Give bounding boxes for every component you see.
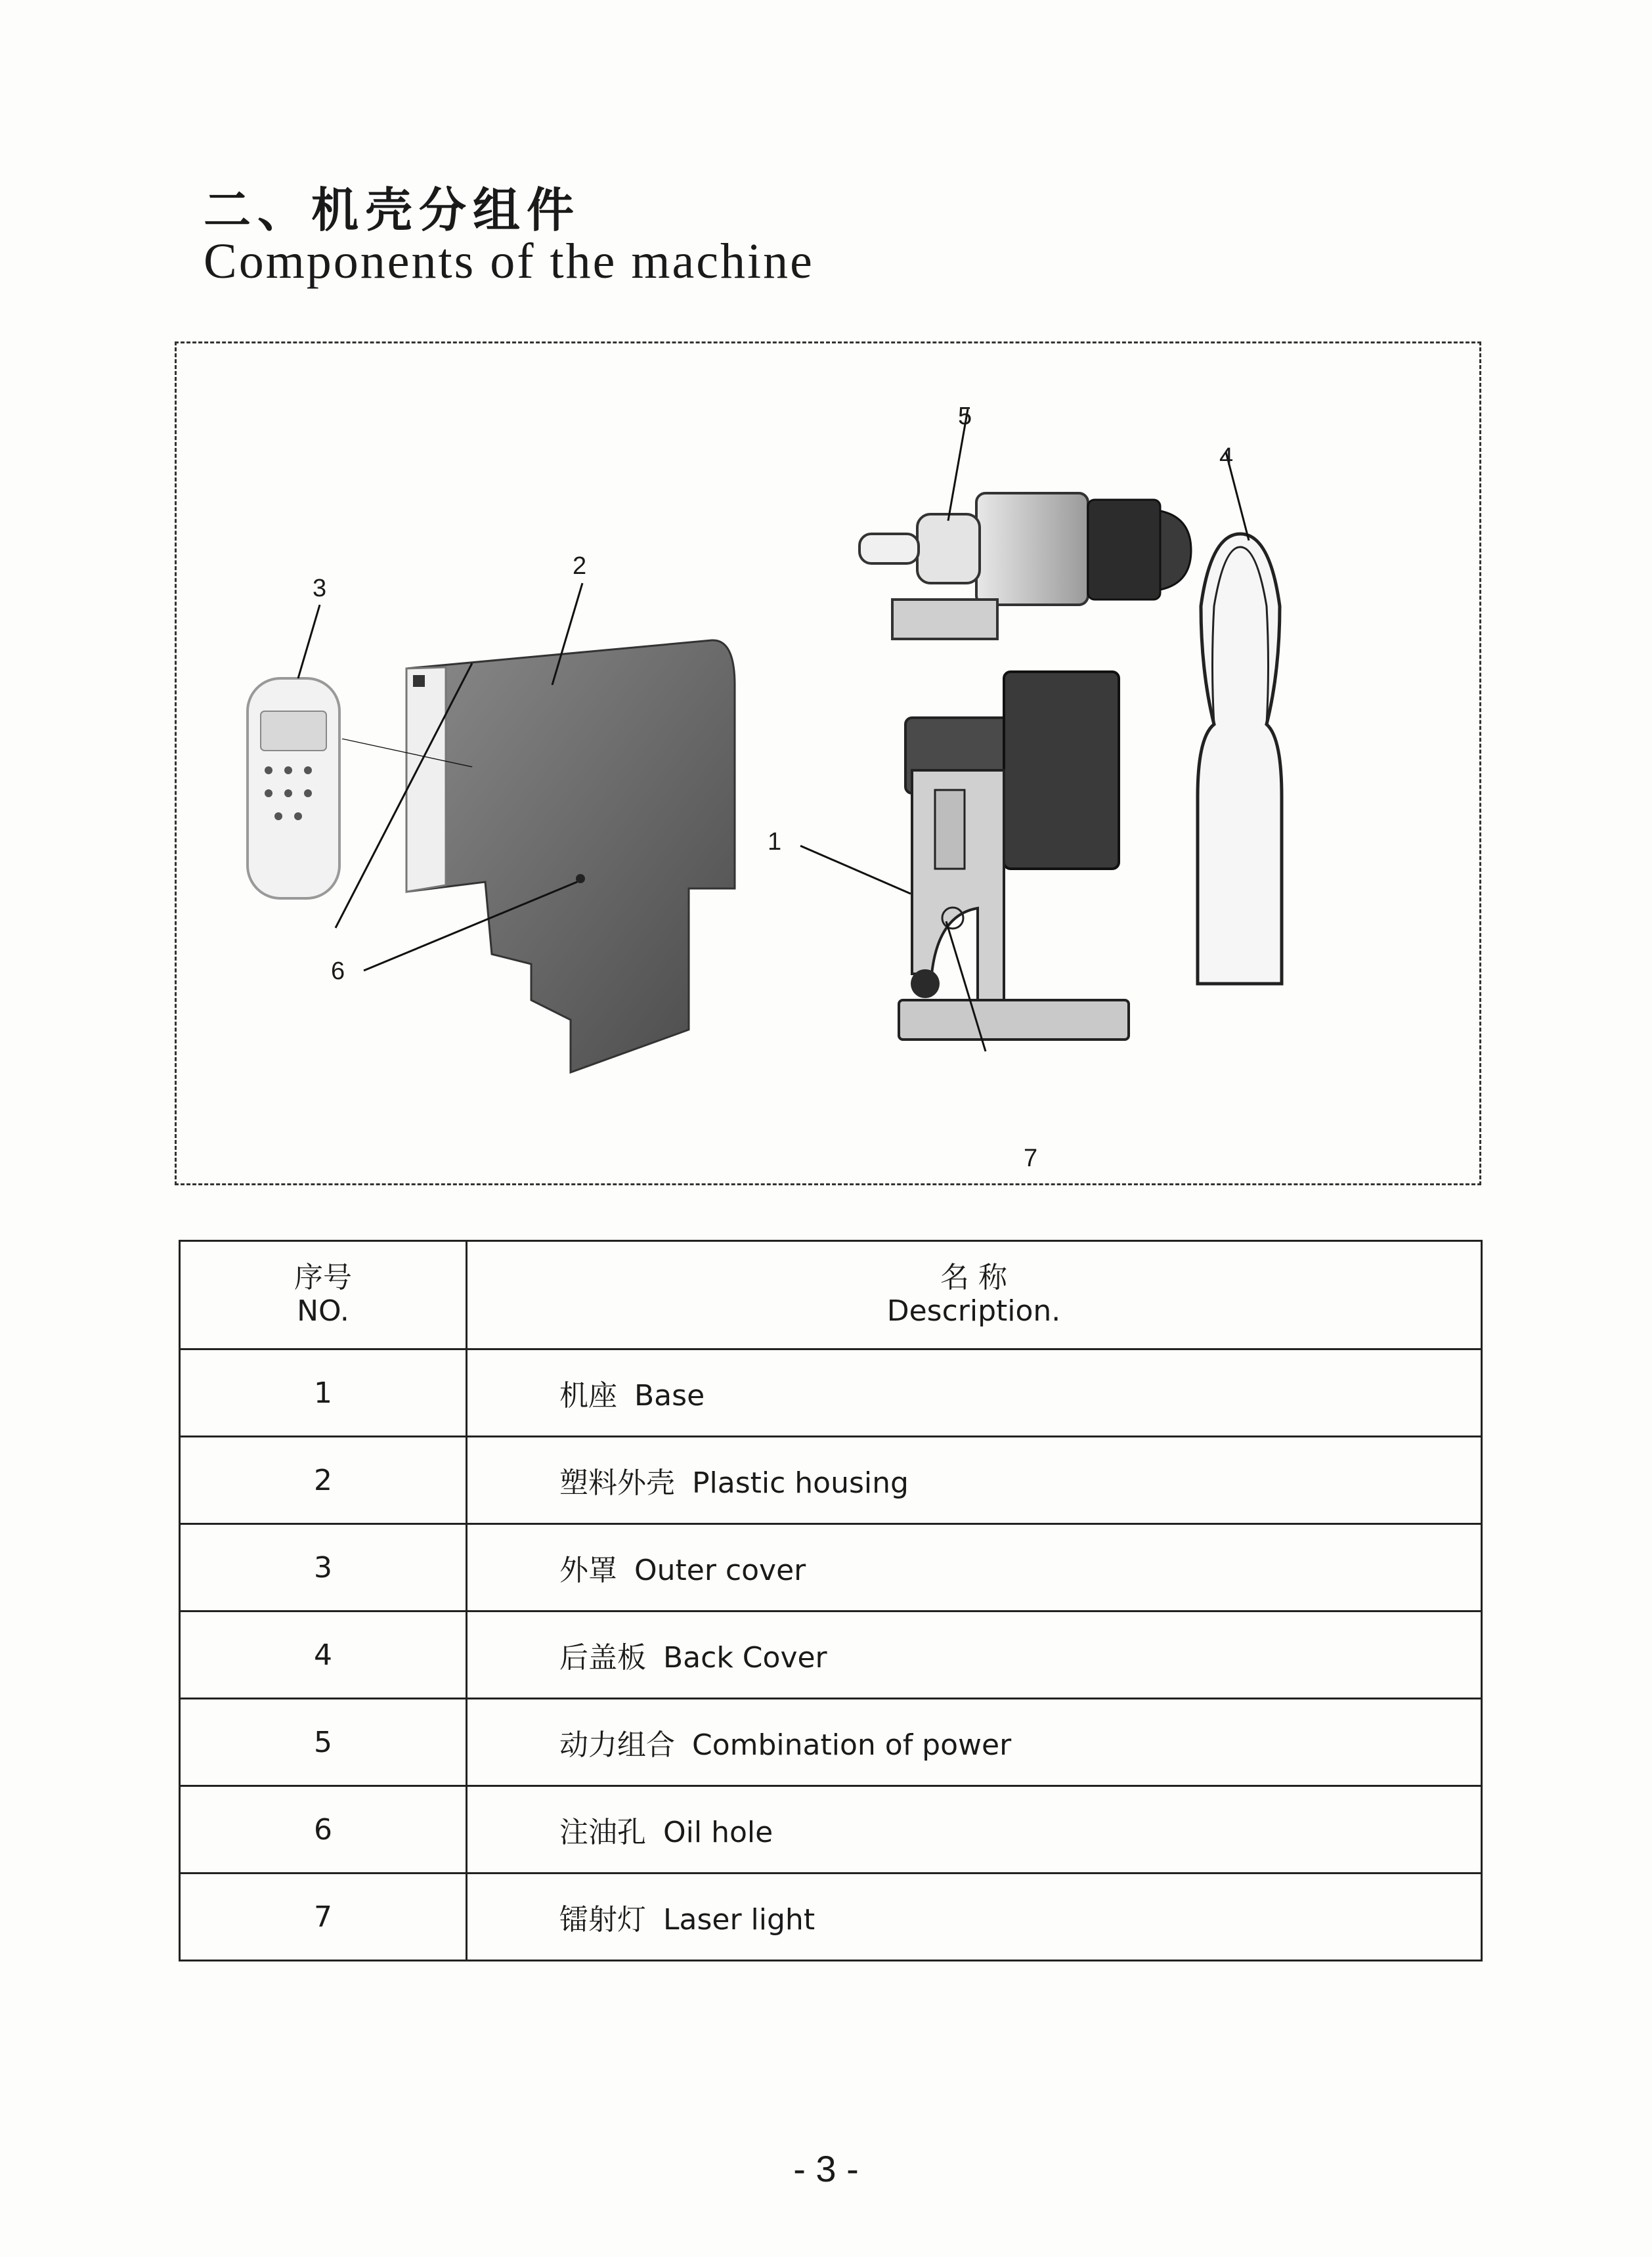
row-description (467, 1437, 1482, 1524)
power-combination-part (859, 493, 1191, 639)
outer-cover-part (248, 678, 339, 898)
callout-3: 3 (313, 575, 327, 602)
exploded-view-figure (175, 341, 1481, 1185)
header-description (467, 1241, 1482, 1349)
description-cn: 后盖板 (559, 1641, 646, 1675)
row-description (467, 1524, 1482, 1611)
description-cn: 机座 (559, 1379, 617, 1413)
table-row (180, 1786, 1482, 1874)
row-number: 6 (180, 1786, 467, 1874)
section-title-english: Components of the machine (204, 234, 814, 289)
description-en: Laser light (663, 1903, 815, 1937)
table-header-row (180, 1241, 1482, 1349)
description-cn: 外罩 (559, 1554, 617, 1587)
callout-4: 4 (1219, 443, 1234, 471)
header-description-cn: 名 称 (940, 1261, 1007, 1295)
row-description (467, 1611, 1482, 1699)
description-cn: 塑料外壳 (559, 1466, 675, 1500)
plastic-housing-part (406, 640, 735, 1072)
table-row (180, 1611, 1482, 1699)
table-row (180, 1874, 1482, 1961)
callout-6: 6 (331, 957, 345, 985)
description-en: Base (634, 1379, 705, 1413)
row-description (467, 1349, 1482, 1437)
row-number: 1 (180, 1349, 467, 1437)
table-row (180, 1524, 1482, 1611)
description-cn: 注油孔 (559, 1816, 646, 1849)
description-en: Oil hole (663, 1816, 773, 1849)
back-cover-part (1198, 534, 1282, 984)
table-row (180, 1437, 1482, 1524)
header-number-cn: 序号 (294, 1261, 352, 1295)
row-number: 2 (180, 1437, 467, 1524)
row-number: 4 (180, 1611, 467, 1699)
description-cn: 镭射灯 (559, 1903, 646, 1937)
row-description (467, 1786, 1482, 1874)
row-description (467, 1699, 1482, 1786)
description-en: Back Cover (663, 1641, 827, 1675)
row-number: 7 (180, 1874, 467, 1961)
callout-2: 2 (573, 552, 587, 580)
header-number-en: NO. (297, 1294, 349, 1328)
description-en: Combination of power (692, 1728, 1012, 1762)
callout-1: 1 (768, 828, 782, 856)
page-number: - 3 - (793, 2148, 859, 2189)
base-machine-part (899, 672, 1129, 1040)
row-number: 5 (180, 1699, 467, 1786)
row-number: 3 (180, 1524, 467, 1611)
description-cn: 动力组合 (559, 1728, 675, 1762)
components-illustration (177, 343, 1479, 1183)
description-en: Outer cover (634, 1554, 806, 1587)
callout-5: 5 (958, 403, 972, 430)
table-row (180, 1699, 1482, 1786)
row-description (467, 1874, 1482, 1961)
header-description-en: Description. (886, 1294, 1061, 1328)
table-row (180, 1349, 1482, 1437)
section-title-chinese: 二、机壳分组件 (204, 182, 581, 238)
callout-7: 7 (1024, 1145, 1038, 1172)
parts-table (179, 1240, 1483, 1961)
description-en: Plastic housing (692, 1466, 909, 1500)
header-number (180, 1241, 467, 1349)
